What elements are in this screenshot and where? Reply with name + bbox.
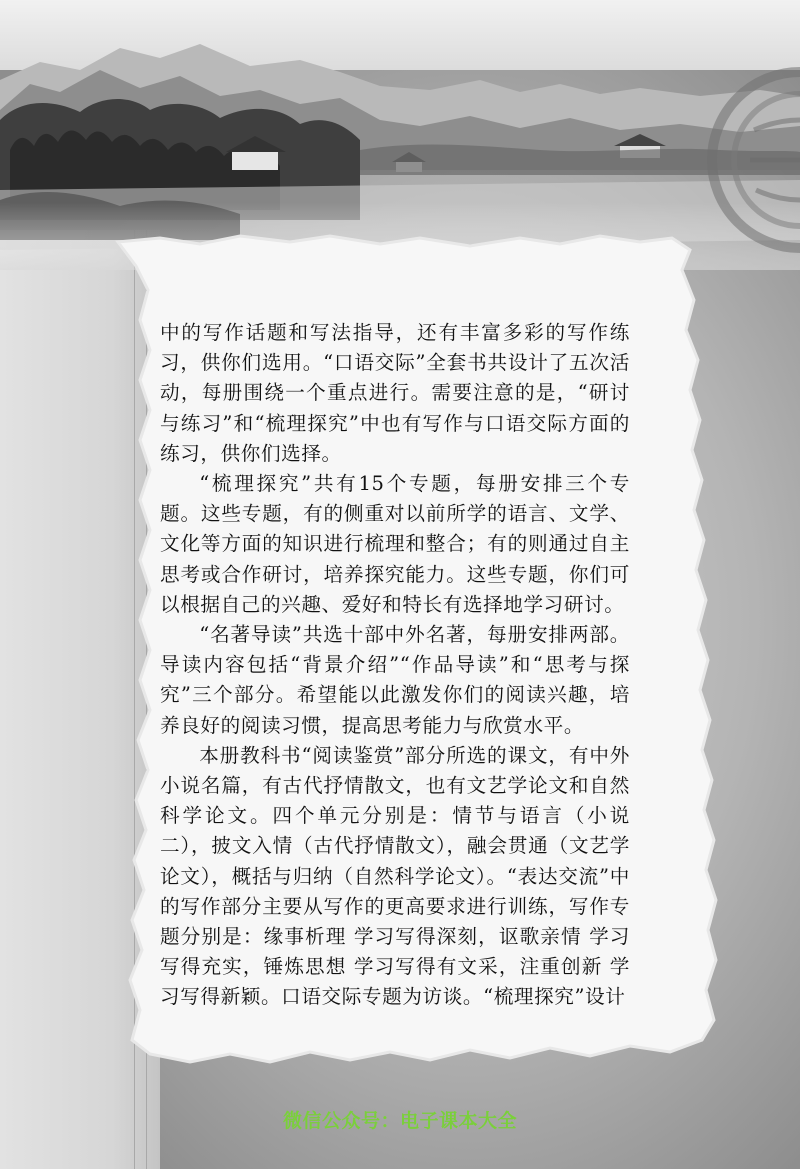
paragraph: “名著导读”共选十部中外名著，每册安排两部。导读内容包括“背景介绍”“作品导读”和“思考与探究”三个部分。希望能以此激发你们的阅读兴趣，培养良好的阅读习惯，提高思考能力与欣赏水平。: [160, 623, 630, 737]
paragraph: 本册教科书“阅读鉴赏”部分所选的课文，有中外小说名篇，有古代抒情散文，也有文艺学论文和自然科学论文。四个单元分别是：情节与语言（小说二），披文入情（古代抒情散文），融会贯通（文艺学论文），概括与归纳（自然科学论文）。“表达交流”中的写作部分主要从写作的更高要求进行训练，写作专题分别是：缘事析理 学习写得深刻，讴歌亲情 学习写得充实，锤炼思想 学习写得有文采，注重创新 学习写得新颖。口语交际专题为访谈。“梳理探究”设计: [160, 743, 630, 1009]
paragraph: 中的写作话题和写法指导，还有丰富多彩的写作练习，供你们选用。“口语交际”全套书共设计了五次活动，每册围绕一个重点进行。需要注意的是，“研讨与练习”和“梳理探究”中也有写作与口语交际方面的练习，供你们选择。: [160, 321, 630, 465]
watermark-text: 微信公众号：电子课本大全: [282, 1110, 517, 1132]
body-text: [160, 318, 630, 1013]
paragraph: “梳理探究”共有15个专题，每册安排三个专题。这些专题，有的侧重对以前所学的语言、文学、文化等方面的知识进行梳理和整合；有的则通过自主思考或合作研讨，培养探究能力。这些专题，你们可以根据自己的兴趣、爱好和特长有选择地学习研讨。: [160, 472, 630, 616]
